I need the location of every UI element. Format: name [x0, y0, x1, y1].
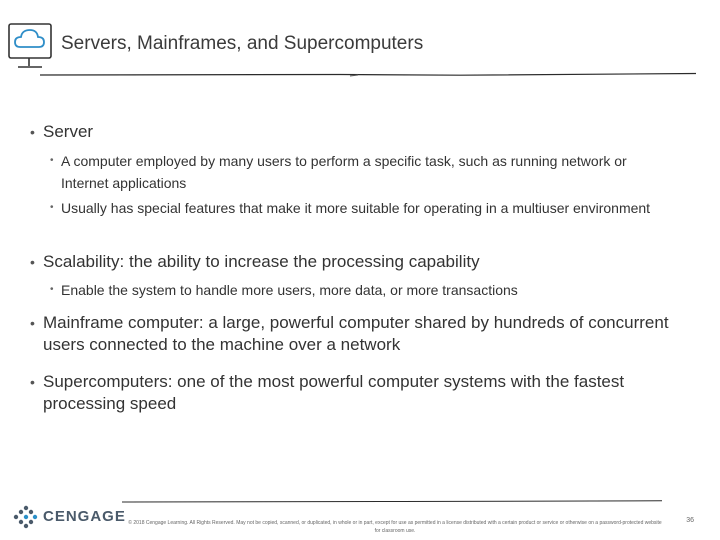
- bullet-dot: •: [50, 155, 54, 166]
- sub-bullet-scalability: [50, 279, 671, 301]
- bullet-scalability: [30, 251, 693, 273]
- bullet-dot: •: [30, 374, 35, 390]
- bullet-text: Enable the system to handle more users, more data, or more transactions: [61, 282, 518, 298]
- bullet-dot: •: [50, 202, 54, 213]
- bullet-dot: •: [50, 284, 54, 295]
- sub-bullet-server-definition: [50, 150, 671, 194]
- footer-divider: [122, 496, 662, 506]
- bullet-text: Scalability: the ability to increase the processing capability: [43, 252, 480, 271]
- slide-title: Servers, Mainframes, and Supercomputers: [61, 33, 424, 54]
- bullet-dot: •: [30, 315, 35, 331]
- title-divider: [40, 68, 696, 82]
- bullet-server: [30, 121, 693, 143]
- bullet-dot: •: [30, 124, 35, 140]
- bullet-text: A computer employed by many users to perform a specific task, such as running network or Internet applications: [61, 153, 627, 191]
- page-number: 36: [686, 517, 694, 524]
- copyright-notice: © 2018 Cengage Learning. All Rights Reserved. May not be copied, scanned, or duplicated, in whole or in part, except for use as permitted in a license distributed with a certain product or service or otherwise on a password-protected website for classroom use.: [128, 520, 662, 534]
- bullet-supercomputers: [30, 371, 693, 415]
- bullet-mainframe: [30, 312, 693, 356]
- cengage-logo: [12, 500, 126, 534]
- cengage-logo-text: CENGAGE: [43, 508, 126, 525]
- bullet-text: Server: [43, 122, 94, 141]
- bullet-text: Supercomputers: one of the most powerful computer systems with the fastest processing speed: [43, 372, 625, 413]
- cloud-monitor-icon: [6, 16, 56, 72]
- cengage-logo-icon: [12, 504, 38, 530]
- bullet-text: Mainframe computer: a large, powerful computer shared by hundreds of concurrent users connected to the machine over a network: [43, 313, 669, 354]
- bullet-dot: •: [30, 254, 35, 270]
- bullet-text: Usually has special features that make it more suitable for operating in a multiuser environment: [61, 200, 651, 216]
- sub-bullet-server-features: [50, 197, 671, 219]
